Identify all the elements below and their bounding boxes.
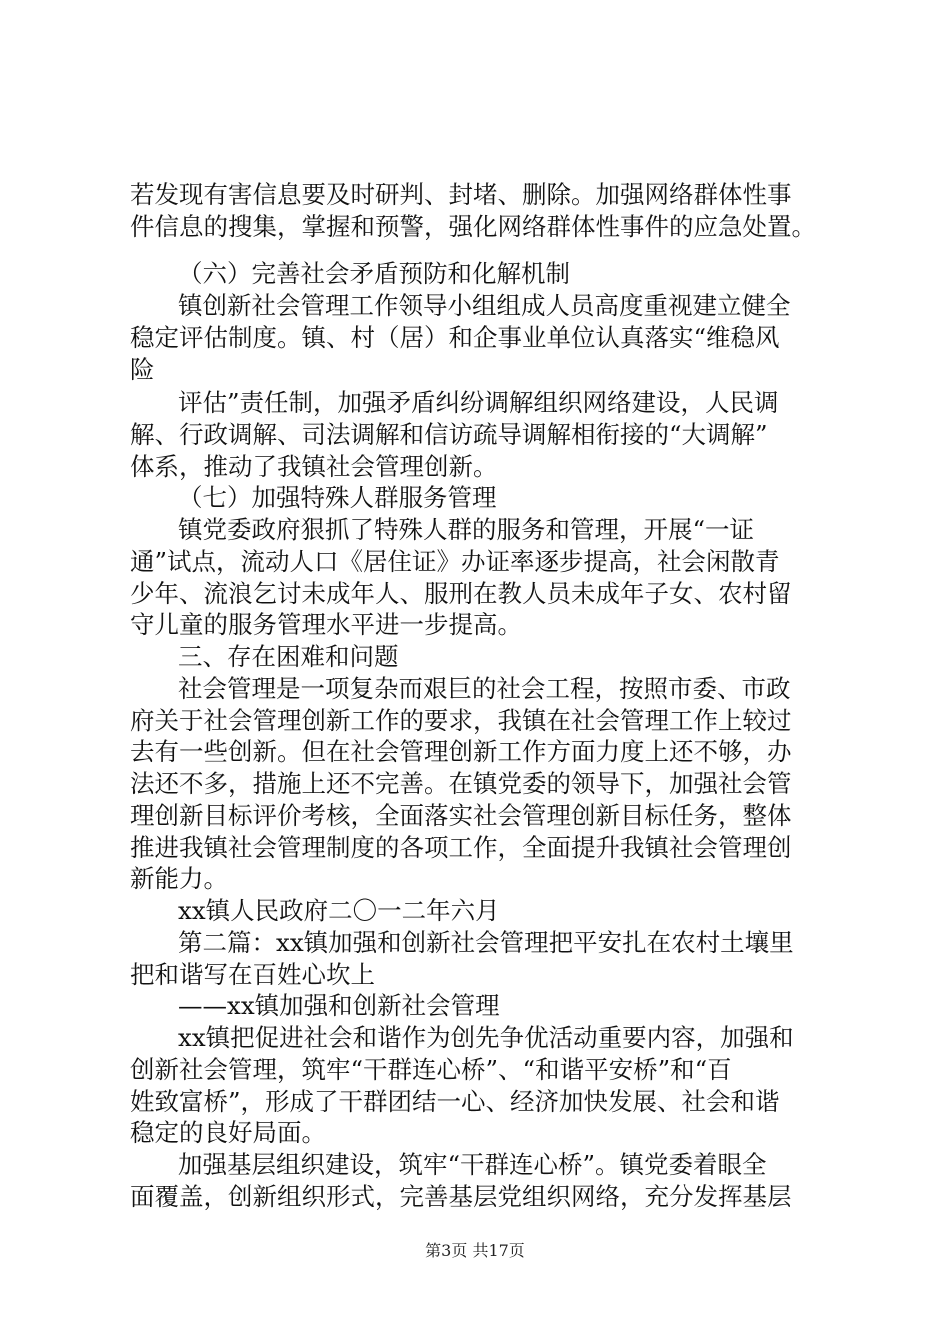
body-text-line: xx镇把促进社会和谐作为创先争优活动重要内容，加强和 xyxy=(178,1023,794,1052)
section-heading: （七）加强特殊人群服务管理 xyxy=(178,483,497,512)
page-footer: 第3页 共17页 xyxy=(425,1241,525,1260)
signature-line: xx镇人民政府二〇一二年六月 xyxy=(178,896,500,925)
body-text-line: 少年、流浪乞讨未成年人、服刑在教人员未成年子女、农村留 xyxy=(130,579,792,608)
body-text-line: 解、行政调解、司法调解和信访疏导调解相衔接的“大调解” xyxy=(130,420,768,449)
body-text-line: 姓致富桥”，形成了干群团结一心、经济加快发展、社会和谐 xyxy=(130,1087,780,1116)
article-title: 第二篇：xx镇加强和创新社会管理把平安扎在农村土壤里 xyxy=(178,928,794,957)
body-text-line: 推进我镇社会管理制度的各项工作，全面提升我镇社会管理创 xyxy=(130,833,792,862)
body-text-line: 稳定的良好局面。 xyxy=(130,1118,326,1147)
body-text-line: 理创新目标评价考核，全面落实社会管理创新目标任务，整体 xyxy=(130,801,792,830)
body-text-line: 评估”责任制，加强矛盾纠纷调解组织网络建设，人民调 xyxy=(178,388,779,417)
article-title: 把和谐写在百姓心坎上 xyxy=(130,960,375,989)
body-text-line: 新能力。 xyxy=(130,864,228,893)
article-subtitle: ——xx镇加强和创新社会管理 xyxy=(178,991,500,1020)
body-text-line: 稳定评估制度。镇、村（居）和企事业单位认真落实“维稳风 xyxy=(130,323,780,352)
body-text-line: 府关于社会管理创新工作的要求，我镇在社会管理工作上较过 xyxy=(130,706,792,735)
body-text-line: 创新社会管理，筑牢“干群连心桥”、“和谐平安桥”和“百 xyxy=(130,1055,732,1084)
body-text-line: 通”试点，流动人口《居住证》办证率逐步提高，社会闲散青 xyxy=(130,547,780,576)
body-text-line: 若发现有害信息要及时研判、封堵、删除。加强网络群体性事 xyxy=(130,180,792,209)
body-text-line: 镇创新社会管理工作领导小组组成人员高度重视建立健全 xyxy=(178,291,791,320)
body-text-line: 社会管理是一项复杂而艰巨的社会工程，按照市委、市政 xyxy=(178,674,791,703)
body-text-line: 险 xyxy=(130,355,155,384)
body-text-line: 法还不多，措施上还不完善。在镇党委的领导下，加强社会管 xyxy=(130,769,792,798)
body-text-line: 面覆盖，创新组织形式，完善基层党组织网络，充分发挥基层 xyxy=(130,1182,792,1211)
body-text-line: 去有一些创新。但在社会管理创新工作方面力度上还不够，办 xyxy=(130,737,792,766)
body-text-line: 镇党委政府狠抓了特殊人群的服务和管理，开展“一证 xyxy=(178,515,755,544)
section-heading: 三、存在困难和问题 xyxy=(178,642,399,671)
body-text-line: 加强基层组织建设，筑牢“干群连心桥”。镇党委着眼全 xyxy=(178,1150,767,1179)
body-text-line: 件信息的搜集，掌握和预警，强化网络群体性事件的应急处置。 xyxy=(130,212,816,241)
body-text-line: 守儿童的服务管理水平进一步提高。 xyxy=(130,610,522,639)
body-text-line: 体系，推动了我镇社会管理创新。 xyxy=(130,452,498,481)
section-heading: （六）完善社会矛盾预防和化解机制 xyxy=(178,259,570,288)
